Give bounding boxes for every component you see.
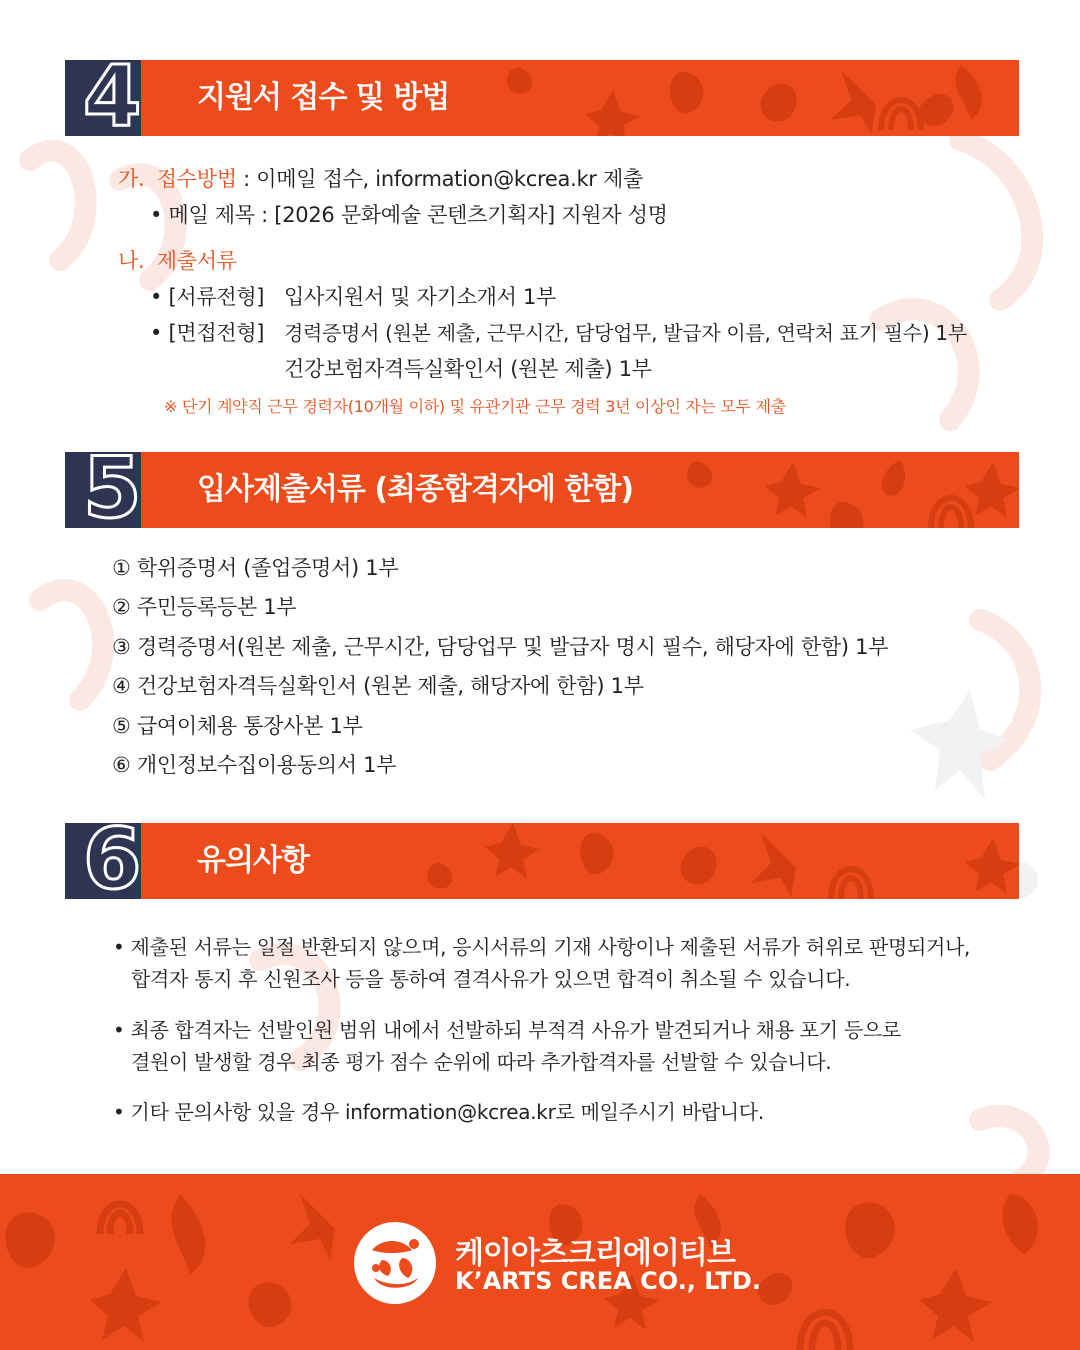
doc-screening-text: 입사지원서 및 자기소개서 1부 [284, 285, 557, 309]
list-item: ⑥ 개인정보수집이용동의서 1부 [112, 753, 397, 777]
doc-interview-text-2: 건강보험자격득실확인서 (원본 제출) 1부 [284, 357, 652, 381]
notice-bullet-1-line-1: • 제출된 서류는 일절 반환되지 않으며, 응시서류의 기재 사항이나 제출된 서류가 허위로 판명되거나, [113, 935, 971, 959]
doc-screening-label: • [서류전형] [150, 285, 265, 309]
kcrea-logo-icon [352, 1220, 438, 1306]
section-title: 입사제출서류 (최종합격자에 한함) [197, 472, 634, 507]
section-4-header [65, 60, 1019, 136]
notice-bullet-2-line-2: 결원이 발생할 경우 최종 평가 점수 순위에 따라 추가합격자를 선발할 수 있습니다. [131, 1050, 832, 1074]
method-text: : 이메일 접수, information@kcrea.kr 제출 [236, 167, 643, 191]
section-number: 4 [65, 60, 141, 136]
list-item: ① 학위증명서 (졸업증명서) 1부 [112, 556, 399, 580]
section-title-bar [141, 452, 1019, 528]
item-label: 나. [118, 249, 145, 273]
notice-bullet-3: • 기타 문의사항 있을 경우 information@kcrea.kr로 메일주시기 바랍니다. [113, 1100, 764, 1124]
section-number: 6 [65, 823, 141, 899]
documents-title: 제출서류 [156, 249, 237, 273]
method-line [118, 164, 643, 194]
section-number: 5 [65, 452, 141, 528]
list-item: ⑤ 급여이체용 통장사본 1부 [112, 714, 363, 738]
company-name-english: K’ARTS CREA CO., LTD. [455, 1267, 761, 1295]
section-title: 유의사항 [197, 843, 309, 878]
section-6-header [65, 823, 1019, 899]
item-label: 가. [118, 167, 145, 191]
section-title: 지원서 접수 및 방법 [197, 80, 450, 115]
doc-interview-label: • [면접전형] [150, 321, 265, 345]
footer [0, 1174, 1080, 1350]
method-title: 접수방법 [156, 167, 237, 191]
section-5-header [65, 452, 1019, 528]
mail-subject-line: • 메일 제목 : [2026 문화예술 콘텐츠기획자] 지원자 성명 [150, 203, 668, 227]
section-title-bar [141, 60, 1019, 136]
section-title-bar [141, 823, 1019, 899]
list-item: ③ 경력증명서(원본 제출, 근무시간, 담당업무 및 발급자 명시 필수, 해당자에 한함) 1부 [112, 635, 889, 659]
doc-interview-text-1: 경력증명서 (원본 제출, 근무시간, 담당업무, 발급자 이름, 연락처 표기 필수) 1부 [284, 321, 967, 345]
documents-heading [118, 246, 237, 276]
notice-bullet-1-line-2: 합격자 통지 후 신원조사 등을 통하여 결격사유가 있으면 합격이 취소될 수 있습니다. [131, 967, 851, 991]
list-item: ④ 건강보험자격득실확인서 (원본 제출, 해당자에 한함) 1부 [112, 674, 644, 698]
notice-bullet-2-line-1: • 최종 합격자는 선발인원 범위 내에서 선발하되 부적격 사유가 발견되거나 채용 포기 등으로 [113, 1018, 901, 1042]
company-name-korean: 케이아츠크리에이티브 [455, 1236, 735, 1271]
list-item: ② 주민등록등본 1부 [112, 595, 297, 619]
note-text: ※ 단기 계약직 근무 경력자(10개월 이하) 및 유관기관 근무 경력 3년 이상인 자는 모두 제출 [164, 397, 786, 416]
